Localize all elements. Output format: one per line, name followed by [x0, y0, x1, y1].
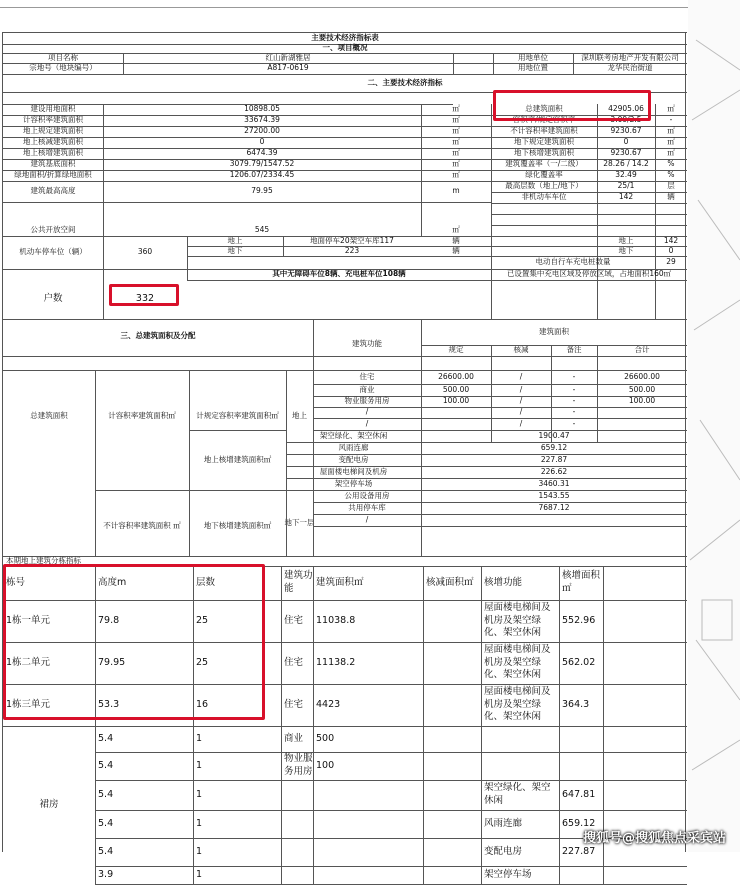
- podium-cell: [313, 866, 423, 884]
- podium-cell: [313, 780, 423, 810]
- building-cell: 屋面楼电梯间及机房及架空绿化、架空休闲: [484, 685, 551, 723]
- metric-label: 建设用地面积: [30, 104, 76, 114]
- table-rule: [123, 53, 124, 74]
- building-col-header: 建筑功能: [284, 570, 313, 594]
- section-overview-heading: 一、项目概况: [322, 43, 368, 53]
- podium-cell: [481, 726, 559, 752]
- alloc-gd-label: 计规定容积率建筑面积㎡: [196, 410, 279, 420]
- table-rule: [187, 280, 687, 281]
- overview-value: A817-0619: [267, 63, 309, 73]
- table-rule: [286, 370, 287, 556]
- metric-unit: 辆: [667, 192, 675, 202]
- podium-cell: 1: [196, 868, 203, 880]
- metric-unit: ㎡: [452, 159, 460, 169]
- alloc-hz-function: 风雨连廊: [338, 442, 369, 452]
- alloc-cell: -: [572, 407, 576, 417]
- alloc-col-header: 核减: [513, 345, 529, 355]
- podium-cell: 659.12: [562, 817, 596, 829]
- alloc-function: 住宅: [359, 371, 375, 381]
- building-cell: 住宅: [284, 698, 304, 710]
- building-cell: [423, 684, 481, 726]
- metric-value: 3.09/2.5: [610, 115, 642, 125]
- metric-label: 建筑基底面积: [30, 159, 76, 169]
- alloc-hz-label: 地上核增建筑面积㎡: [203, 454, 272, 464]
- building-cell: 562.02: [562, 656, 596, 668]
- highlight-total-area: [493, 90, 651, 121]
- table-rule: [187, 246, 687, 247]
- parking-above-label: 地上: [227, 235, 243, 245]
- alloc-hz-function: 架空停车场: [334, 478, 373, 488]
- building-cell: 住宅: [284, 656, 304, 668]
- parking-right-above: 地上: [618, 235, 634, 245]
- metric-unit: m: [452, 186, 460, 196]
- building-cell: [423, 642, 481, 684]
- overview-label: 用地位置: [518, 63, 548, 73]
- metric-unit: ㎡: [452, 225, 460, 235]
- overview-value: 深圳联考房地产开发有限公司: [581, 52, 679, 62]
- table-rule: [491, 345, 492, 442]
- table-rule: [313, 566, 314, 884]
- metric-label: 建筑最高高度: [30, 186, 76, 196]
- parking-above-detail: 地面停车20架空车库117: [310, 235, 394, 245]
- metric-unit: ㎡: [452, 104, 460, 114]
- metric-value: 27200.00: [244, 126, 280, 136]
- alloc-area-header: 建筑面积: [539, 326, 569, 336]
- parking-label: 机动车停车位（辆）: [19, 247, 87, 257]
- alloc-total-label: 总建筑面积: [30, 410, 68, 420]
- alloc-cell: [597, 407, 687, 418]
- alloc-hz-function: 变配电房: [338, 454, 369, 464]
- building-cell: 25: [196, 656, 209, 668]
- building-cell: 53.3: [98, 698, 120, 710]
- alloc-cell: [597, 418, 687, 430]
- metric-value: 25/1: [617, 181, 635, 191]
- table-rule: [187, 256, 687, 257]
- podium-cell: [281, 866, 313, 884]
- podium-cell: 风雨连廊: [484, 817, 523, 829]
- alloc-col-header: 规定: [448, 345, 464, 355]
- ev-charging-value: 29: [666, 257, 676, 267]
- table-rule: [313, 319, 314, 556]
- building-cell: 11038.8: [316, 614, 356, 626]
- building-cell: 1栋一单元: [6, 614, 51, 626]
- background-drawing: [688, 0, 740, 852]
- metric-value: 9230.67: [610, 148, 642, 158]
- parking-below-label: 地下: [227, 245, 243, 255]
- alloc-dx-function: 共用停车库: [348, 502, 386, 512]
- metric-label: 建筑覆盖率（一/二级）: [505, 159, 583, 169]
- window-top-strip: [0, 0, 740, 8]
- metric-unit: %: [667, 159, 675, 169]
- metric-value: 142: [618, 192, 634, 202]
- alloc-cell: -: [572, 371, 576, 381]
- table-rule: [187, 236, 188, 280]
- table-rule: [281, 566, 282, 884]
- indicator-document: [2, 32, 686, 880]
- metric-label: 地下规定建筑面积: [514, 137, 574, 147]
- overview-label: 项目名称: [48, 52, 78, 62]
- metric-label: 地上核增建筑面积: [23, 148, 83, 158]
- highlight-households: [109, 284, 179, 306]
- alloc-hz-value: 226.62: [540, 466, 568, 476]
- table-rule: [95, 370, 96, 556]
- building-cell: 16: [196, 698, 209, 710]
- table-rule: [421, 104, 422, 236]
- podium-cell: 500: [316, 732, 335, 744]
- alloc-cell: /: [519, 396, 523, 406]
- building-col-header: 核增面积㎡: [562, 570, 601, 594]
- metric-label: 非机动车车位: [521, 192, 567, 202]
- alloc-above-label: 地上: [292, 410, 307, 420]
- metric-label: 地上规定建筑面积: [23, 126, 83, 136]
- parking-below-value: 223: [344, 245, 360, 255]
- building-cell: 364.3: [562, 698, 590, 710]
- building-cell: 1栋三单元: [6, 698, 51, 710]
- alloc-cell: /: [519, 418, 523, 428]
- metric-unit: ㎡: [452, 137, 460, 147]
- metric-unit: -: [669, 115, 673, 125]
- households-value: 332: [135, 293, 155, 305]
- podium-cell: 5.4: [98, 732, 114, 744]
- podium-cell: 物业服务用房: [284, 753, 313, 777]
- metric-label: 最高层数（地上/地下）: [505, 181, 583, 191]
- metric-value: 79.95: [251, 186, 273, 196]
- metric-value: 33674.39: [244, 115, 280, 125]
- parking-right-below: 地下: [618, 245, 634, 255]
- building-col-header: 层数: [196, 576, 216, 588]
- metric-value: 10898.05: [244, 104, 280, 114]
- podium-cell: [313, 810, 423, 838]
- table-rule: [491, 203, 687, 204]
- podium-label: 裙房: [39, 798, 59, 810]
- metric-unit: ㎡: [667, 137, 675, 147]
- building-cell: 屋面楼电梯间及机房及架空绿化、架空休闲: [484, 643, 551, 681]
- podium-cell: 647.81: [562, 788, 596, 800]
- alloc-function: /: [365, 418, 369, 428]
- section-indicators-heading: 二、主要技术经济指标: [367, 77, 443, 87]
- parking-total: 360: [137, 247, 153, 257]
- alloc-dx-value: 7687.12: [538, 502, 570, 512]
- metric-unit: ㎡: [452, 115, 460, 125]
- building-cell: 79.8: [98, 614, 120, 626]
- table-rule: [453, 53, 454, 74]
- metric-value: 28.26 / 14.2: [603, 159, 649, 169]
- alloc-cell: /: [519, 371, 523, 381]
- table-rule: [3, 370, 687, 371]
- parking-note: 其中无障碍车位8辆、充电桩车位108辆: [272, 269, 406, 279]
- alloc-hz-function: 屋面楼电梯间及机房: [319, 466, 388, 476]
- metric-label: 计容积率建筑面积: [23, 115, 83, 125]
- table-rule: [103, 236, 104, 319]
- metric-unit: %: [667, 170, 675, 180]
- alloc-cell: 500.00: [442, 384, 470, 394]
- table-rule: [597, 345, 598, 442]
- table-rule: [559, 566, 560, 884]
- alloc-dx-function: /: [365, 514, 369, 524]
- table-rule: [573, 53, 574, 74]
- podium-cell: 1: [196, 845, 203, 857]
- building-col-header: 核增功能: [484, 576, 523, 588]
- households-label: 户数: [43, 293, 63, 305]
- alloc-dx-function: 公用设备用房: [344, 490, 390, 500]
- building-cell: [423, 600, 481, 642]
- podium-cell: 1: [196, 817, 203, 829]
- metric-label: 不计容积率建筑面积: [510, 126, 578, 136]
- table-rule: [491, 225, 687, 226]
- metric-label: 公共开放空间: [30, 225, 76, 235]
- parking-right-above-value: 142: [663, 235, 679, 245]
- overview-value: 红山新湖雅居: [265, 52, 311, 62]
- table-rule: [3, 202, 491, 203]
- table-rule: [493, 53, 494, 74]
- highlight-building-units: [3, 564, 265, 720]
- table-rule: [189, 370, 190, 556]
- alloc-cell: 26600.00: [438, 371, 474, 381]
- podium-cell: 3.9: [98, 868, 114, 880]
- podium-cell: 100: [316, 759, 335, 771]
- podium-cell: [313, 838, 423, 866]
- alloc-cell: [421, 418, 491, 430]
- watermark: 搜狐号@搜狐焦点采宾站: [582, 831, 726, 846]
- section-buildings-heading: 本期地上建筑分栋指标: [6, 555, 81, 565]
- metric-label: 地上核减建筑面积: [23, 137, 83, 147]
- alloc-dx-value: [421, 514, 687, 526]
- alloc-cell: 26600.00: [624, 371, 660, 381]
- table-rule: [103, 104, 104, 236]
- table-rule: [283, 236, 284, 256]
- podium-cell: 5.4: [98, 788, 114, 800]
- building-col-header: 栋号: [6, 576, 26, 588]
- table-rule: [3, 236, 687, 237]
- building-cell: 屋面楼电梯间及机房及架空绿化、架空休闲: [484, 601, 551, 639]
- parking-right-below-value: 0: [668, 245, 674, 255]
- metric-value: 545: [254, 225, 270, 235]
- metric-unit: ㎡: [667, 148, 675, 158]
- table-rule: [95, 490, 286, 491]
- alloc-hz-value: 227.87: [540, 454, 568, 464]
- alloc-dx-label: 地下核增建筑面积㎡: [203, 520, 272, 530]
- podium-cell: [281, 810, 313, 838]
- podium-cell: [281, 780, 313, 810]
- podium-cell: 商业: [284, 732, 304, 744]
- building-cell: 4423: [316, 698, 341, 710]
- alloc-cell: 100.00: [628, 396, 656, 406]
- overview-value: 龙华民治街道: [607, 63, 653, 73]
- building-cell: 25: [196, 614, 209, 626]
- metric-value: 1206.07/2334.45: [229, 170, 295, 180]
- alloc-cell: [421, 407, 491, 418]
- alloc-cell: -: [572, 396, 576, 406]
- building-cell: 552.96: [562, 614, 596, 626]
- podium-cell: 变配电房: [484, 845, 523, 857]
- metric-value: 42905.06: [608, 104, 644, 114]
- ev-charging-label: 电动自行车充电桩数量: [535, 257, 611, 267]
- table-rule: [3, 356, 687, 357]
- table-rule: [491, 104, 492, 319]
- alloc-bjr-label: 不计容积率建筑面积 ㎡: [103, 520, 181, 530]
- alloc-function: /: [365, 407, 369, 417]
- table-rule: [551, 345, 552, 442]
- alloc-dx-floor: 地下一层: [284, 517, 315, 527]
- overview-label: 宗地号（地块编号）: [29, 63, 97, 73]
- metric-value: 0: [259, 137, 265, 147]
- alloc-col-header: 备注: [566, 345, 582, 355]
- building-col-header: 核减面积㎡: [426, 576, 474, 588]
- podium-cell: [559, 752, 603, 780]
- alloc-cell: /: [519, 407, 523, 417]
- building-cell: 住宅: [284, 614, 304, 626]
- metric-unit: ㎡: [667, 104, 675, 114]
- parking-unit: 辆: [452, 235, 460, 245]
- table-title: 主要技术经济指标表: [311, 32, 379, 42]
- metric-label: 绿地面积/折算绿地面积: [14, 170, 92, 180]
- metric-label: 容积率/规定容积率: [512, 115, 576, 125]
- table-rule: [423, 566, 424, 884]
- alloc-hz-function: 架空绿化、架空休闲: [319, 430, 388, 440]
- podium-cell: 5.4: [98, 817, 114, 829]
- metric-label: 绿化覆盖率: [525, 170, 563, 180]
- podium-cell: [481, 752, 559, 780]
- podium-cell: 架空停车场: [484, 868, 532, 880]
- metric-unit: 层: [667, 181, 675, 191]
- metric-value: 3079.79/1547.52: [229, 159, 295, 169]
- podium-cell: [281, 838, 313, 866]
- parking-note-right: 已设置集中充电区域及停放区域，占地面积160㎡: [506, 269, 672, 279]
- metric-value: 0: [623, 137, 629, 147]
- parking-unit: 辆: [452, 245, 460, 255]
- podium-cell: 架空绿化、架空休闲: [484, 782, 551, 806]
- metric-unit: ㎡: [667, 126, 675, 136]
- building-col-header: 建筑面积㎡: [316, 576, 364, 588]
- table-rule: [3, 269, 687, 270]
- building-cell: 79.95: [98, 656, 126, 668]
- metric-value: 6474.39: [246, 148, 278, 158]
- metric-label: 总建筑面积: [525, 104, 563, 114]
- alloc-cell: -: [572, 384, 576, 394]
- podium-cell: [559, 866, 603, 884]
- podium-cell: 1: [196, 732, 203, 744]
- podium-cell: 1: [196, 759, 203, 771]
- alloc-col-header: 合计: [634, 345, 650, 355]
- alloc-function: 商业: [359, 384, 375, 394]
- table-rule: [491, 214, 687, 215]
- alloc-dx-value: 1543.55: [538, 490, 570, 500]
- building-col-header: 高度m: [98, 576, 127, 588]
- metric-value: 32.49: [615, 170, 637, 180]
- alloc-jr-label: 计容积率建筑面积㎡: [108, 410, 176, 420]
- table-rule: [189, 430, 286, 431]
- alloc-function-header: 建筑功能: [352, 339, 382, 349]
- building-cell: 1栋二单元: [6, 656, 51, 668]
- podium-cell: [559, 726, 603, 752]
- table-rule: [421, 345, 687, 346]
- podium-cell: 1: [196, 788, 203, 800]
- table-rule: [481, 566, 482, 884]
- table-rule: [421, 319, 422, 556]
- metric-label: 地下核增建筑面积: [514, 148, 574, 158]
- podium-cell: 227.87: [562, 845, 596, 857]
- table-rule: [597, 104, 598, 319]
- section-allocation-heading: 三、总建筑面积及分配: [120, 331, 196, 341]
- alloc-hz-value: 659.12: [540, 442, 568, 452]
- table-rule: [655, 104, 656, 319]
- alloc-hz-value: 1900.47: [538, 430, 570, 440]
- metric-unit: ㎡: [452, 170, 460, 180]
- alloc-cell: 500.00: [628, 384, 656, 394]
- overview-label: 用地单位: [518, 52, 548, 62]
- metric-unit: ㎡: [452, 148, 460, 158]
- podium-cell: 5.4: [98, 759, 114, 771]
- alloc-function: 物业服务用房: [344, 396, 390, 406]
- alloc-hz-value: 3460.31: [538, 478, 570, 488]
- building-cell: 11138.2: [316, 656, 356, 668]
- alloc-cell: -: [572, 418, 576, 428]
- metric-value: 9230.67: [610, 126, 642, 136]
- metric-unit: ㎡: [452, 126, 460, 136]
- alloc-cell: /: [519, 384, 523, 394]
- podium-cell: 5.4: [98, 845, 114, 857]
- table-rule: [313, 526, 687, 527]
- alloc-cell: 100.00: [442, 396, 470, 406]
